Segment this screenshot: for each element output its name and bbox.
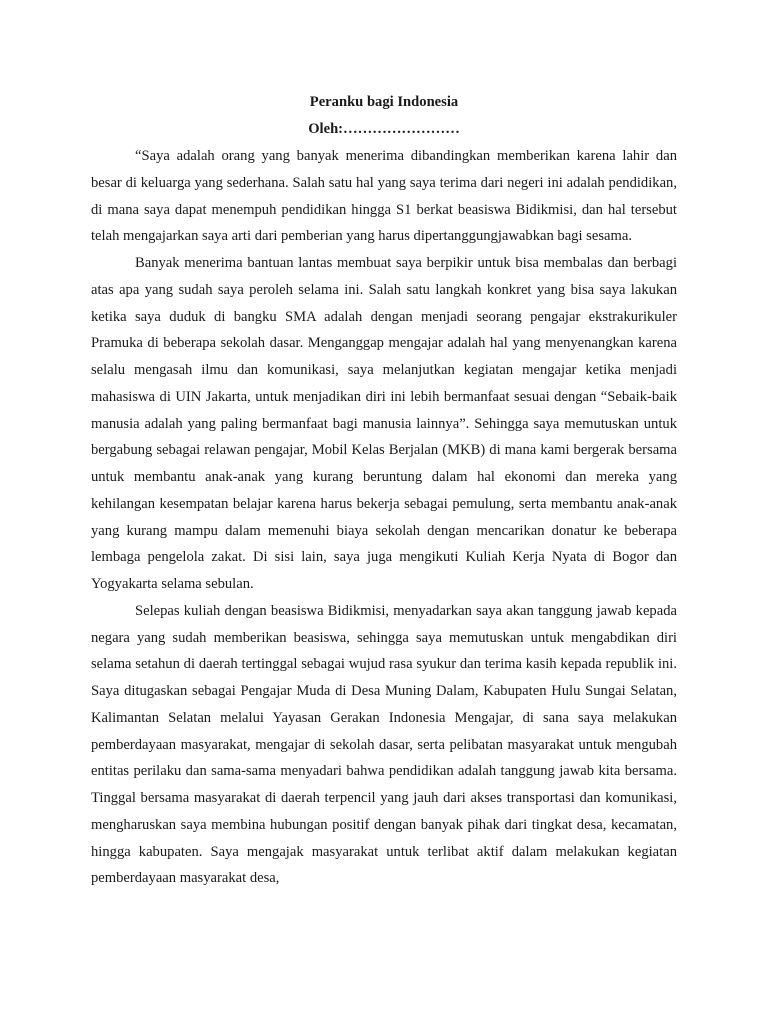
document-page [91, 89, 677, 892]
paragraph-2: Banyak menerima bantuan lantas membuat saya berpikir untuk bisa membalas dan berbagi atas apa yang sudah saya peroleh selama ini. Salah satu langkah konkret yang bisa saya lakukan ketika saya duduk di bangku SMA adalah dengan menjadi seorang pengajar ekstrakurikuler Pramuka di beberapa sekolah dasar. Menganggap mengajar adalah hal yang menyenangkan karena selalu mengasah ilmu dan komunikasi, saya melanjutkan kegiatan mengajar ketika menjadi mahasiswa di UIN Jakarta, untuk menjadikan diri ini lebih bermanfaat sesuai dengan “Sebaik-baik manusia adalah yang paling bermanfaat bagi manusia lainnya”. Sehingga saya memutuskan untuk bergabung sebagai relawan pengajar, Mobil Kelas Berjalan (MKB) di mana kami bergerak bersama untuk membantu anak-anak yang kurang beruntung dalam hal ekonomi dan mereka yang kehilangan kesempatan belajar karena harus bekerja sebagai pemulung, serta membantu anak-anak yang kurang mampu dalam memenuhi biaya sekolah dengan mencarikan donatur ke beberapa lembaga pengelola zakat. Di sisi lain, saya juga mengikuti Kuliah Kerja Nyata di Bogor dan Yogyakarta selama sebulan. [91, 255, 677, 592]
document-title: Peranku bagi Indonesia [309, 94, 459, 110]
paragraph-3: Selepas kuliah dengan beasiswa Bidikmisi, menyadarkan saya akan tanggung jawab kepada negara yang sudah memberikan beasiswa, sehingga saya memutuskan untuk mengabdikan diri selama setahun di daerah tertinggal sebagai wujud rasa syukur dan terima kasih kepada republik ini. Saya ditugaskan sebagai Pengajar Muda di Desa Muning Dalam, Kabupaten Hulu Sungai Selatan, Kalimantan Selatan melalui Yayasan Gerakan Indonesia Mengajar, di sana saya melakukan pemberdayaan masyarakat, mengajar di sekolah dasar, serta pelibatan masyarakat untuk mengubah entitas perilaku dan sama-sama menyadari bahwa pendidikan adalah tanggung jawab kita bersama. Tinggal bersama masyarakat di daerah terpencil yang jauh dari akses transportasi dan komunikasi, mengharuskan saya membina hubungan positif dengan banyak pihak dari tingkat desa, kecamatan, hingga kabupaten. Saya mengajak masyarakat untuk terlibat aktif dalam melakukan kegiatan pemberdayaan masyarakat desa, [91, 602, 677, 887]
paragraph-1: “Saya adalah orang yang banyak menerima dibandingkan memberikan karena lahir dan besar di keluarga yang sederhana. Salah satu hal yang saya terima dari negeri ini adalah pendidikan, di mana saya dapat menempuh pendidikan hingga S1 berkat beasiswa Bidikmisi, dan hal tersebut telah mengajarkan saya arti dari pemberian yang harus dipertanggungjawabkan bagi sesama. [91, 148, 677, 245]
author-line: Oleh:…………………… [308, 121, 460, 137]
